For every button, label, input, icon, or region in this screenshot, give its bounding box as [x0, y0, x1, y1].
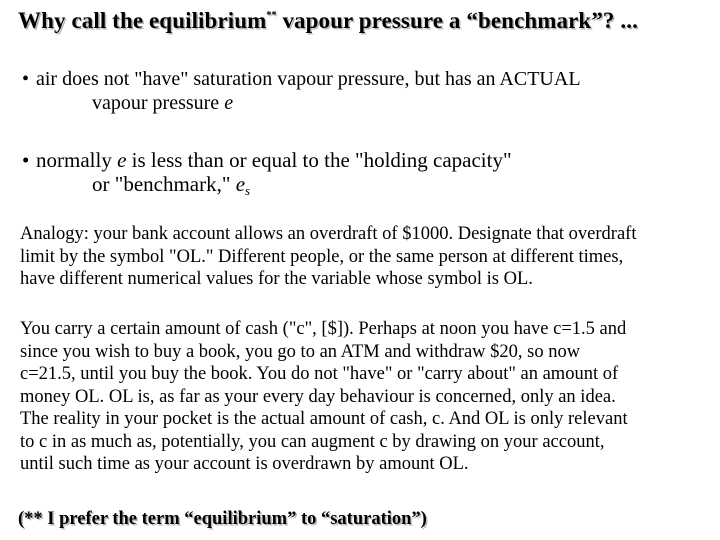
slide-title [18, 8, 638, 34]
bullet-1-line-2: vapour pressure [92, 92, 225, 114]
variable-e: e [224, 92, 234, 114]
bullet-2-line-2: or "benchmark," [92, 172, 236, 196]
bullet-actual-vapour-pressure [22, 67, 581, 115]
paragraph-line: c=21.5, until you buy the book. You do not "have" or "carry about" an amount of [20, 364, 619, 384]
paragraph-line: The reality in your pocket is the actual amount of cash, c. And OL is only relevant [20, 409, 628, 429]
paragraph-line: You carry a certain amount of cash ("c", [$]). Perhaps at noon you have c=1.5 and [20, 319, 627, 339]
bullet-2-line-1b: is less than or equal to the "holding capacity" [126, 148, 512, 172]
variable-es-subscript: s [245, 183, 251, 198]
paragraph-line: since you wish to buy a book, you go to an ATM and withdraw $20, so now [20, 341, 581, 362]
bullet-holding-capacity [22, 148, 512, 203]
footnote: (** I prefer the term “equilibrium” to “saturation”) [18, 509, 427, 529]
title-footnote-marker: ** [266, 10, 277, 21]
paragraph-line: to c in as much as, potentially, you can augment c by drawing on your account, [20, 431, 605, 452]
title-text-after: vapour pressure a “benchmark”? ... [276, 8, 638, 33]
bullet-2-line-1a: normally [36, 148, 118, 172]
paragraph-line: have different numerical values for the variable whose symbol is OL. [20, 269, 533, 289]
paragraph-line: until such time as your account is overdrawn by amount OL. [20, 454, 469, 474]
cash-paragraph [20, 318, 700, 476]
variable-e: e [117, 148, 127, 172]
analogy-paragraph [20, 223, 700, 291]
variable-es: e [235, 172, 246, 196]
title-text-before: Why call the equilibrium [18, 8, 267, 33]
paragraph-line: money OL. OL is, as far as your every day behaviour is concerned, only an idea. [20, 386, 616, 407]
bullet-dot: • [22, 148, 30, 172]
paragraph-line: Analogy: your bank account allows an overdraft of $1000. Designate that overdraft [20, 224, 637, 244]
paragraph-line: limit by the symbol "OL." Different people, or the same person at different times, [20, 246, 624, 267]
bullet-dot: • [22, 68, 30, 90]
bullet-1-line-1: air does not "have" saturation vapour pressure, but has an ACTUAL [36, 68, 581, 90]
